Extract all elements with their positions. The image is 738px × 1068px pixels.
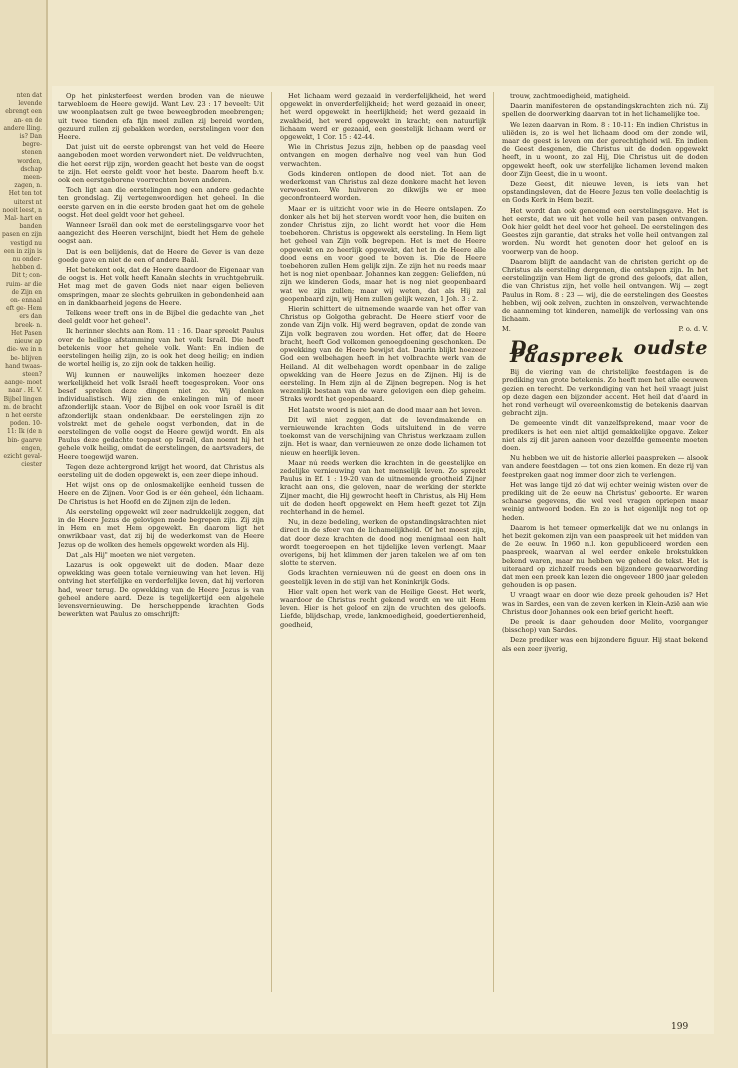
signature — [502, 325, 708, 333]
paragraph: Daarin manifesteren de opstandingskrachten zich nú. Zij spellen de doorwerking daarvan tot in het lichamelijke toe. — [502, 102, 708, 119]
paragraph: De gemeente vindt dit vanzelfsprekend, maar voor de predikers is het een niet altijd gemakkelijke opgave. Zeker niet als zij dit jaren aaneen voor dezelfde gemeente moeten doen. — [502, 419, 708, 452]
paragraph: Ik herinner slechts aan Rom. 11 : 16. Daar spreekt Paulus over de heilige afstamming van het volk Israël. Die heeft betekenis voor het gehele volk. Want: En indien de eerstelingen heilig zijn, zo is ook het deeg heilig; en indien de wortel heilig is, zo zijn ook de takken heilig. — [58, 327, 264, 369]
page — [52, 86, 714, 1034]
paragraph: Hierin schittert de uitnemende waarde van het offer van Christus op Golgotha gebracht. De Heere stierf voor de zonde van Zijn volk. Hij werd begraven, opdat de zonde van Zijn volk begraven zou worden. Het offer, dat de Heere bracht, heeft God volkomen genoegdoening geschonken. De opwekking van de Heere bewijst dat. Daarin blijkt hoezeer God een welbehagen heeft in het volbrachte werk van de Heiland. Al dit welbehagen wordt openbaar in de zalige opwekking van de Heere Jezus en de Zijnen. Hij is de eersteling. In Hem zijn al de Zijnen begrepen. Nog is het wezenlijk bestaan van de ware gelovigen een diep geheim. Straks wordt het geopenbaard. — [280, 305, 486, 404]
column-1 — [58, 92, 264, 992]
paragraph: Het lichaam werd gezaaid in verderfelijkheid, het werd opgewekt in onverderfelijkheid; het werd gezaaid in oneer, het werd opgewekt in heerlijkheid; het werd gezaaid in zwakheid, het werd opgewekt in kracht; een natuurlijk lichaam werd er gezaaid, een geestelijk lichaam werd er opgewekt, 1 Cor. 15 : 42-44. — [280, 92, 486, 142]
paragraph: trouw, zachtmoedigheid, matigheid. — [510, 92, 631, 100]
column-rule — [493, 92, 494, 992]
paragraph: Bij de viering van de christelijke feestdagen is de prediking van grote betekenis. Zo heeft men het alle eeuwen gezien en terecht. De verkondiging van het heil vraagt juist op deze dagen een bijzonder accent. Het heil dat d'aard in het rond verheugt wil overeenkomstig de betekenis daarvan gebracht zijn. — [502, 368, 708, 418]
paragraph: Het wordt dan ook genoemd een eerstelingsgave. Het is het eerste, dat we uit het volle heil van pasen ontvangen. Ook hier geldt het deel voor het geheel. De eerstelingen des Geestes zijn garantie, dat straks het volle heil ontvangen zal worden. Nu wordt het genoten door het geloof en is voorwerp van de hoop. — [502, 206, 708, 256]
paragraph: Nu hebben we uit de historie allerlei paaspreken — alsook van andere feestdagen — tot ons zien komen. En deze rij van feestpreken gaat nog immer door zich te verlengen. — [502, 454, 708, 479]
article-heading: De oudste Paaspreek — [510, 336, 708, 367]
signature-initial: M. — [502, 325, 511, 334]
paragraph: Daarom blijft de aandacht van de christen gericht op de Christus als eersteling dergenen, die ontslapen zijn. In het eerstelingzijn van Hem ligt de grond des geloofs, dat allen, die van Christus zijn, het volle heil ontvangen. Wij — zegt Paulus in Rom. 8 : 23 — wij, die de eerstelingen des Geestes hebben, wij ook zelven, zuchten in onszelven, verwachtende de aanneming tot kinderen, namelijk de verlossing van ons lichaam. — [502, 257, 708, 324]
page-number: 199 — [671, 1022, 689, 1032]
paragraph: Hier valt open het werk van de Heilige Geest. Het werk, waardoor de Christus recht gekend wordt en we uit Hem leven. Hier is het geloof en zijn de vruchten des geloofs. Liefde, blijdschap, vrede, lankmoedigheid, goedertierenheid, goedheid, — [280, 587, 486, 629]
column-3-new-article — [502, 368, 708, 653]
paragraph: Dat is een belijdenis, dat de Heere de Gever is van deze goede gave en niet de een of andere Baäl. — [58, 247, 264, 264]
paragraph: Dat „als Hij" moeten we niet vergeten. — [66, 550, 196, 559]
column-3-article-end — [502, 92, 708, 323]
paragraph: Als eersteling opgewekt wil zeer nadrukkelijk zeggen, dat in de Heere Jezus de gelovigen mede begrepen zijn. Zij zijn in Hem en met Hem opgewekt. En daarom ligt het onwrikbaar vast, dat zij bij de wederkomst van de Heere Jezus op de wolken des hemels opgewekt worden als Hij. — [58, 507, 264, 549]
column-3 — [502, 92, 708, 992]
column-rule — [271, 92, 272, 992]
paragraph: U vraagt waar en door wie deze preek gehouden is? Het was in Sardes, een van de zeven kerken in Klein-Azië aan wie Christus door Johannes ook een brief gericht heeft. — [502, 591, 708, 616]
paragraph: Gods krachten vernieuwen nú de geest en doen ons in geestelijk leven in de stijl van het Koninkrijk Gods. — [280, 569, 486, 586]
paragraph: Op het pinksterfeest werden broden van de nieuwe tarwebloem de Heere gewijd. Want Lev. 23 : 17 beveelt: Uit uw woonplaatsen zult ge twee beweegbroden meebrengen; uit twee tienden efa fijn meel zullen zij bereid worden, gezuurd zullen zij gebakken worden, eerstelingen voor den Heere. — [58, 92, 264, 142]
paragraph: We lezen daarvan in Rom. 8 : 10-11: En indien Christus in uliëden is, zo is wel het lichaam dood om der zonde wil, maar de geest is leven om der gerechtigheid wil. En indien de Geest desgenen, die Christus uit de doden opgewekt heeft, in u woont, zo zal Hij, Die Christus uit de doden opgewekt heeft, ook uw sterfelijke lichamen levend maken door Zijn Geest, die in u woont. — [502, 120, 708, 178]
paragraph: Telkens weer treft ons in de Bijbel die gedachte van „het deel geldt voor het geheel". — [58, 309, 264, 326]
paragraph: Deze prediker was een bijzondere figuur. Hij staat bekend als een zeer ijverig, — [502, 636, 708, 653]
paragraph: Wie in Christus Jezus zijn, hebben op de paasdag veel ontvangen en mogen derhalve nog veel van hun God verwachten. — [280, 143, 486, 168]
paragraph: Tegen deze achtergrond krijgt het woord, dat Christus als eersteling uit de doden opgewekt is, een zeer diepe inhoud. — [58, 462, 264, 479]
paragraph: Dit wil niet zeggen, dat de levendmakende en vernieuwende krachten Gods uitsluitend in de verre toekomst van de verschijning van Christus werkzaam zullen zijn. Het is waar, dan vernieuwen ze onze dode lichamen tot nieuw en heerlijk leven. — [280, 415, 486, 457]
paragraph: De preek is daar gehouden door Melito, voorganger (bisschop) van Sardes. — [502, 617, 708, 635]
paragraph: Maar er is uitzicht voor wie in de Heere ontslapen. Zo donker als het bij het sterven wordt voor hen, die buiten en zonder Christus zijn, zo licht wordt het voor die Hem toebehoren. Christus is opgewekt als eersteling. In Hem ligt het geheel van Zijn volk begrepen. Het is met de Heere opgewekt en zo heerlijk opgewekt, dat het in de Heere alle dood eens en voor goed te boven is. Die de Heere toebehoren zullen Hem gelijk zijn. Ze zijn het nu reeds maar het is nog niet openbaar. Johannes kan zeggen: Geliefden, nú zijn we kinderen Gods, maar het is nog niet geopenbaard wat we zijn zullen; maar wij weten, dat als Hij zal geopenbaard zijn, wij Hem zullen gelijk wezen, 1 Joh. 3 : 2. — [280, 204, 486, 303]
paragraph: Wij kunnen er nauwelijks inkomen hoezeer deze werkelijkheid het volk Israël heeft toegesproken. Voor ons besef spreken deze dingen niet zo. Wij denken individualistisch. Wij zien de enkelingen min of meer afzonderlijk staan. Voor de Bijbel en ook voor Israël is dit afzonderlijk staan ondenkbaar. De eerstelingen zijn zo volstrekt met de gehele oogst verbonden, dat in de eerstelingen de volle oogst de Heere gewijd wordt. En als Paulus deze gedachte toepast op Israël, dan noemt hij het gehele volk heilig, omdat de eerstelingen, de aartsvaders, de Heere toegewijd waren. — [58, 370, 264, 461]
paragraph: Wanneer Israël dan ook met de eerstelingsgarve voor het aangezicht des Heeren verschijnt, biedt het Hem de gehele oogst aan. — [58, 221, 264, 246]
signature-author: P. o. d. V. — [678, 325, 708, 334]
paragraph: Maar nú reeds werken die krachten in de geestelijke en zedelijke vernieuwing van het menselijk leven. Zo spreekt Paulus in Ef. 1 : 19-20 van de uitnemende grootheid Zijner kracht aan ons, die geloven, naar de werking der sterkte Zijner macht, die Hij gewrocht heeft in Christus, als Hij Hem uit de doden heeft opgewekt en Hem heeft gezet tot Zijn rechterhand in de hemel. — [280, 458, 486, 516]
paragraph: Gods kinderen ontlopen de dood niet. Tot aan de wederkomst van Christus zal deze donkere macht het leven verwoesten. We huiveren zo dikwijls we er mee geconfronteerd worden. — [280, 169, 486, 203]
previous-page-fragments: nten dat levende ebrengt een an- en de andere lling. is? Dan begre- stenen worden, dschap meen- zagen, n. Het ten tot uiterst nt nooit leest, n Mal- hart en banden pasen en zijn vestigd nu een in zijn is nu onder- hebben d. Dit t; con- ruim- ar die de Zijn en on- ennaal eft ge- Hem ers dan breek- n. Het Pasen nieuw ap die- we in n be- blijven hand twaas- steen? aange- moet naar . H. V. Bijbel lingen m. de bracht n het eerste poden. 10-11: Ik (de n bin- gaarve engen, ezicht geval- ciester — [2, 92, 42, 469]
paragraph: Het wijst ons op de onlosmakelijke eenheid tussen de Heere en de Zijnen. Voor God is er één geheel, één lichaam. De Christus is het Hoofd en de Zijnen zijn de leden. — [58, 481, 264, 506]
paragraph: Toch ligt aan die eerstelingen nog een andere gedachte ten grondslag. Zij vertegenwoordigen het geheel. In die eerste garven en in die eerste broden gaat het om de gehele oogst. Het deel geldt voor het geheel. — [58, 186, 264, 219]
paragraph: Deze Geest, dit nieuwe leven, is iets van het opstandingsleven, dat de Heere Jezus ten volle deelachtig is en Gods Kerk in Hem bezit. — [502, 180, 708, 205]
paragraph: Nu, in deze bedeling, werken de opstandingskrachten niet direct in de sfeer van de lichamelijkheid. Of het moest zijn, dat door deze krachten de dood nog menigmaal een halt wordt toegeroepen en het tijdelijke leven verlengt. Maar overigens, bij het klimmen der jaren takelen we af om ten slotte te sterven. — [280, 518, 486, 568]
previous-page-edge — [0, 0, 48, 1068]
paragraph: Het laatste woord is niet aan de dood maar aan het leven. — [288, 405, 483, 414]
paragraph: Daarom is het temeer opmerkelijk dat we nu onlangs in het bezit gekomen zijn van een paaspreek uit het midden van de 2e eeuw. In 1960 n.l. kon gepubliceerd worden een paaspreek, waarvan al wel eerder enkele brokstukken bekend waren, maar nu hebben we geheel de tekst. Het is uiteraard op zichzelf reeds een bijzondere gewaarwording dat men een preek kan lezen die ongeveer 1800 jaar geleden gehouden is op pasen. — [502, 523, 708, 590]
column-2 — [280, 92, 486, 992]
paragraph: Dat juist uit de eerste opbrengst van het veld de Heere aangeboden moet worden verwondert niet. De veldvruchten, die het eerst rijp zijn, worden geacht het beste van de oogst te zijn. Het eerste geldt voor het beste. Daarom heeft b.v. ook een eerstgeborene voorrechten boven anderen. — [58, 143, 264, 185]
paragraph: Lazarus is ook opgewekt uit de doden. Maar deze opwekking was geen totale vernieuwing van het leven. Hij ontving het sterfelijke en verderfelijke leven, dat hij verloren had, weer terug. De opwekking van de Heere Jezus is van geheel andere aard. Deze is tegelijkertijd een algehele levensvernieuwing. De herscheppende krachten Gods bewerkten wat Paulus zo omschrijft: — [58, 560, 264, 619]
paragraph: Het was lange tijd zó dat wij echter weinig wisten over de prediking uit de 2e eeuw na Christus' geboorte. Er waren schaarse gegevens, die wel veel vragen opriepen maar weinig antwoord boden. En zo is het eigenlijk nog tot op heden. — [502, 480, 708, 522]
paragraph: Het betekent ook, dat de Heere daardoor de Eigenaar van de oogst is. Het volk heeft Kanaän slechts in vruchtgebruik. Het mag met de gaven Gods niet naar eigen believen omspringen, maar ze slechts gebruiken in gebondenheid aan en in dankbaarheid jegens de Heere. — [58, 266, 264, 307]
